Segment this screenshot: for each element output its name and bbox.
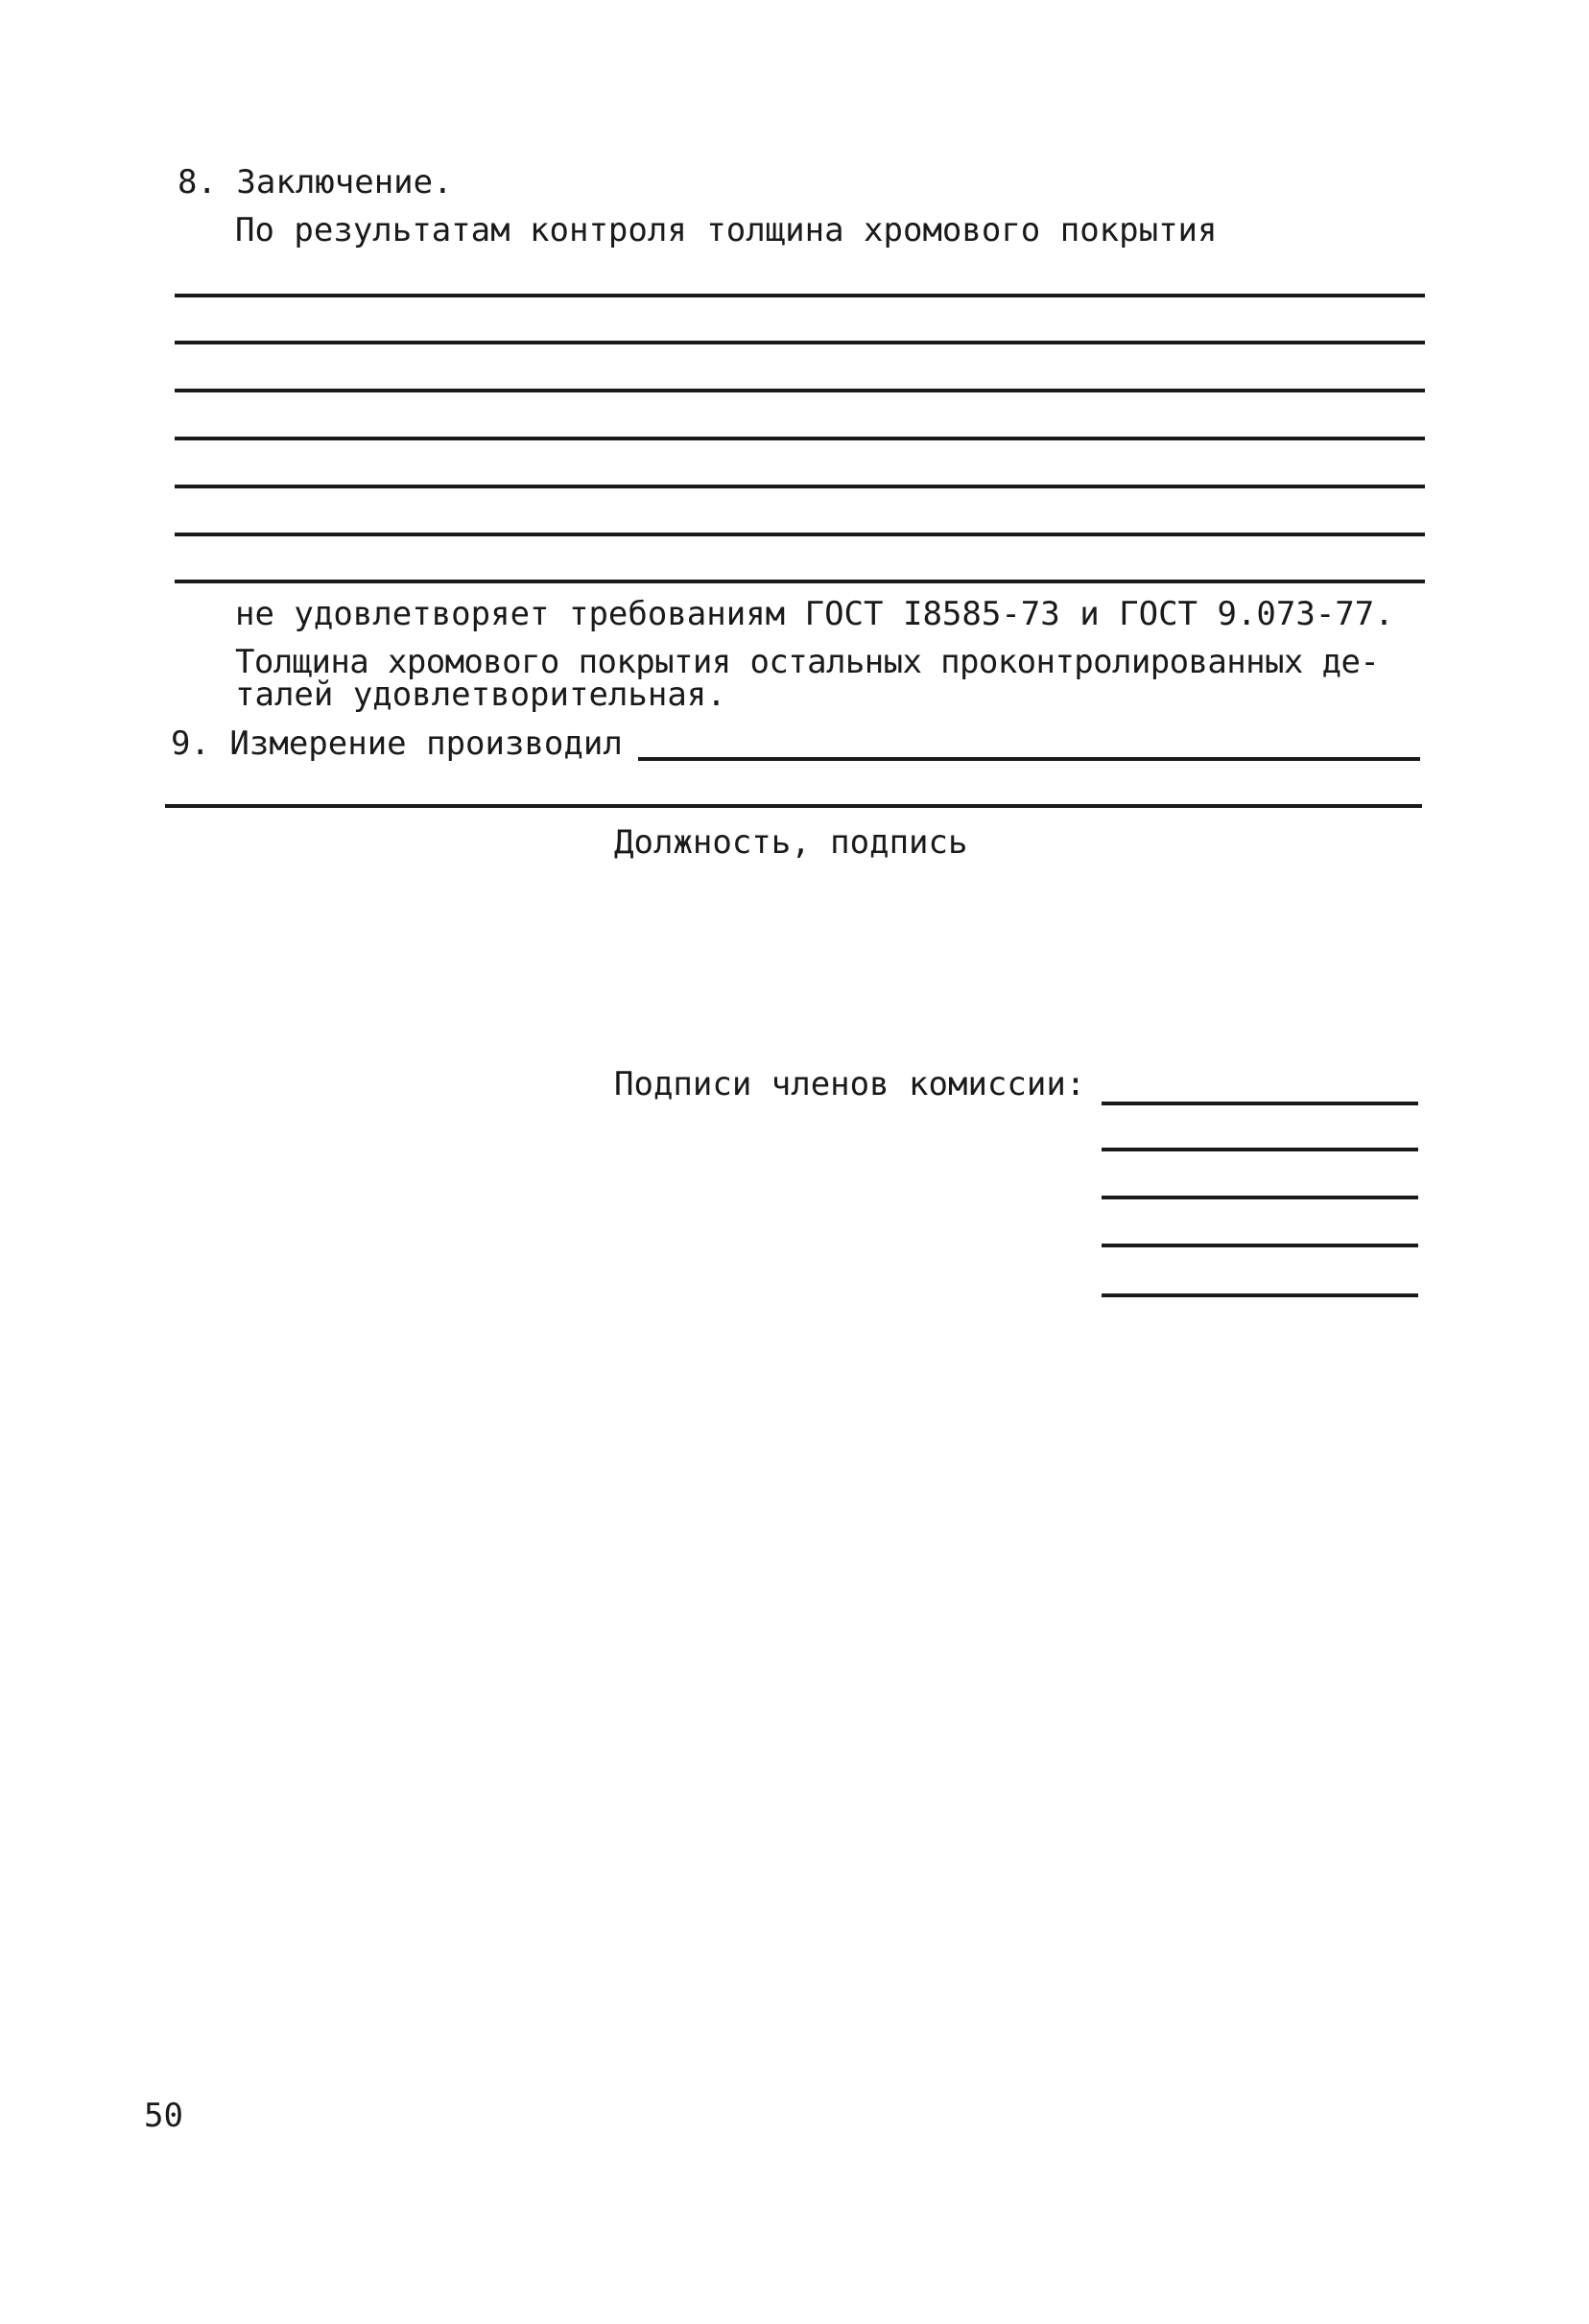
commission-signatures-label: Подписи членов комиссии:	[614, 1065, 1086, 1103]
blank-line-6[interactable]	[175, 533, 1425, 536]
commission-signature-line-2[interactable]	[1102, 1148, 1418, 1151]
blank-line-3[interactable]	[175, 389, 1425, 392]
commission-signature-line-4[interactable]	[1102, 1244, 1418, 1247]
blank-line-4[interactable]	[175, 437, 1425, 440]
commission-signature-line-3[interactable]	[1102, 1196, 1418, 1199]
position-signature-line[interactable]	[165, 804, 1422, 808]
blank-line-2[interactable]	[175, 341, 1425, 344]
commission-signature-line-1[interactable]	[1102, 1102, 1418, 1105]
commission-signature-line-5[interactable]	[1102, 1293, 1418, 1297]
section-8-intro: По результатам контроля толщина хромового покрытия	[235, 211, 1218, 249]
section-8-others-line-1: Толщина хромового покрытия остальных проконтролированных де-	[235, 643, 1380, 681]
position-signature-caption: Должность, подпись	[614, 823, 968, 862]
section-8-result: не удовлетворяет требованиям ГОСТ I8585-73 и ГОСТ 9.073-77.	[235, 595, 1394, 633]
section-8-others-line-2: талей удовлетворительная.	[235, 676, 726, 714]
blank-line-5[interactable]	[175, 485, 1425, 488]
blank-line-1[interactable]	[175, 294, 1425, 297]
section-8-heading: 8. Заключение.	[178, 163, 453, 202]
page-number: 50	[144, 2097, 183, 2135]
measurer-field-line[interactable]	[638, 757, 1420, 761]
blank-line-7[interactable]	[175, 580, 1425, 583]
section-9-label: 9. Измерение производил	[171, 724, 623, 763]
